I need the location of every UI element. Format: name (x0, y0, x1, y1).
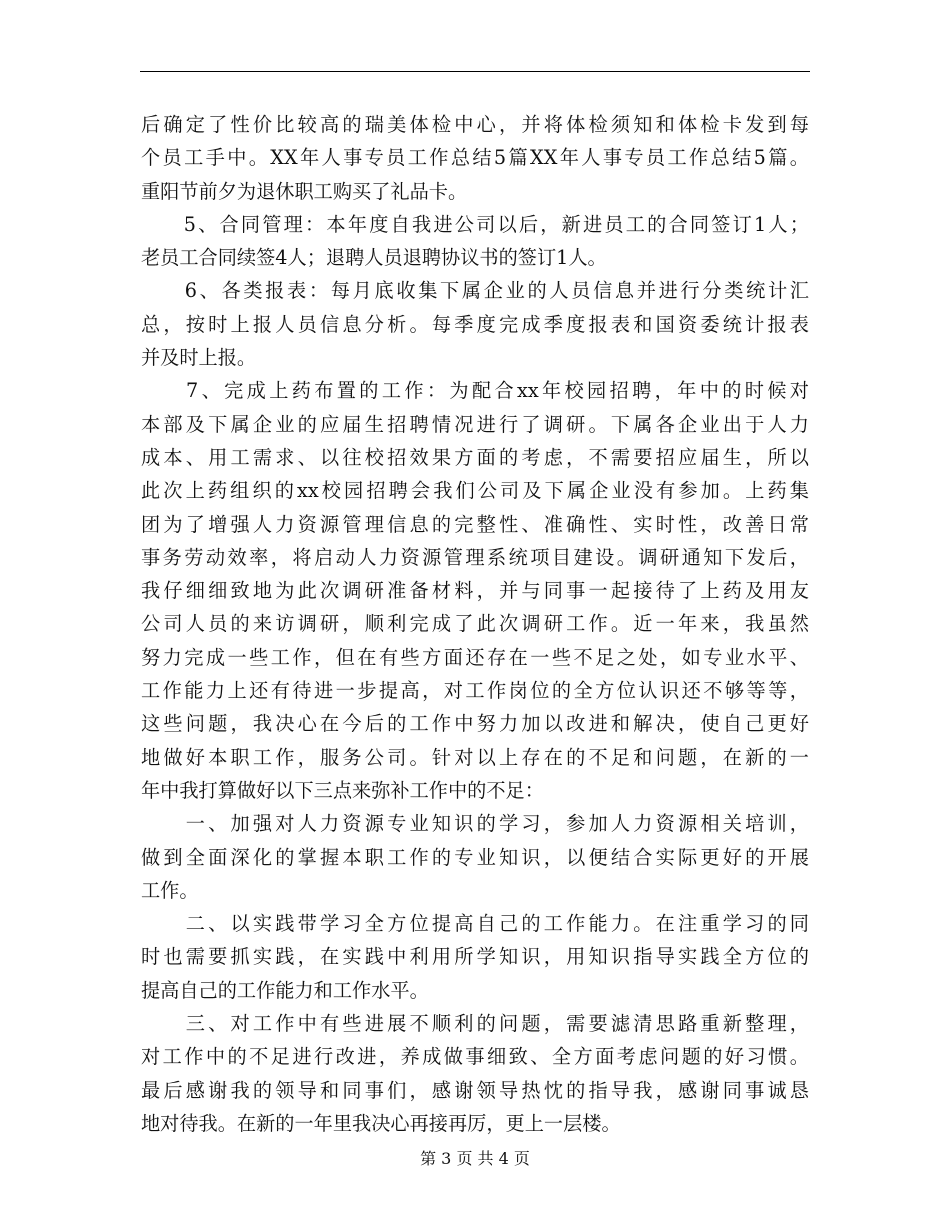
text-line: 对工作中的不足进行改进，养成做事细致、全方面考虑问题的好习惯。 (141, 1045, 809, 1069)
text-line: 工作能力上还有待进一步提高，对工作岗位的全方位认识还不够等等， (141, 679, 809, 703)
text-line: 此次上药组织的xx校园招聘会我们公司及下属企业没有参加。上药集 (141, 479, 809, 503)
text-line: 提高自己的工作能力和工作水平。 (141, 978, 429, 1002)
text-line: 地做好本职工作，服务公司。针对以上存在的不足和问题，在新的一 (141, 745, 809, 769)
text-line: 公司人员的来访调研，顺利完成了此次调研工作。近一年来，我虽然 (141, 612, 809, 636)
text-line: 这些问题，我决心在今后的工作中努力加以改进和解决，使自己更好 (141, 712, 809, 736)
text-line: 老员工合同续签4人；退聘人员退聘协议书的签订1人。 (141, 246, 607, 270)
text-line: 工作。 (141, 878, 199, 902)
text-line: 个员工手中。XX年人事专员工作总结5篇XX年人事专员工作总结5篇。 (141, 146, 809, 170)
text-line: 最后感谢我的领导和同事们，感谢领导热忱的指导我，感谢同事诚恳 (141, 1078, 809, 1102)
text-line: 总，按时上报人员信息分析。每季度完成季度报表和国资委统计报表 (141, 312, 809, 336)
header-rule (140, 71, 810, 72)
text-line: 时也需要抓实践，在实践中利用所学知识，用知识指导实践全方位的 (141, 945, 809, 969)
text-line: 并及时上报。 (141, 346, 257, 370)
text-line: 我仔细细致地为此次调研准备材料，并与同事一起接待了上药及用友 (141, 579, 809, 603)
text-line: 7、完成上药布置的工作：为配合xx年校园招聘，年中的时候对 (141, 379, 809, 403)
text-line: 地对待我。在新的一年里我决心再接再厉，更上一层楼。 (141, 1111, 621, 1135)
text-line: 5、合同管理：本年度自我进公司以后，新进员工的合同签订1人； (141, 212, 809, 236)
text-line: 重阳节前夕为退休职工购买了礼品卡。 (141, 179, 468, 203)
text-line: 6、各类报表：每月底收集下属企业的人员信息并进行分类统计汇 (141, 279, 809, 303)
text-line: 成本、用工需求、以往校招效果方面的考虑，不需要招应届生，所以 (141, 445, 809, 469)
text-line: 努力完成一些工作，但在有些方面还存在一些不足之处，如专业水平、 (141, 645, 809, 669)
text-line: 年中我打算做好以下三点来弥补工作中的不足： (141, 778, 544, 802)
text-line: 后确定了性价比较高的瑞美体检中心，并将体检须知和体检卡发到每 (141, 113, 809, 136)
text-line: 做到全面深化的掌握本职工作的专业知识，以便结合实际更好的开展 (141, 845, 809, 869)
text-line: 团为了增强人力资源管理信息的完整性、准确性、实时性，改善日常 (141, 512, 809, 536)
text-line: 一、加强对人力资源专业知识的学习，参加人力资源相关培训， (141, 812, 809, 836)
text-line: 本部及下属企业的应届生招聘情况进行了调研。下属各企业出于人力 (141, 412, 809, 436)
text-line: 二、以实践带学习全方位提高自己的工作能力。在注重学习的同 (141, 912, 809, 936)
document-body (141, 108, 809, 1140)
text-line: 事务劳动效率，将启动人力资源管理系统项目建设。调研通知下发后， (141, 545, 809, 569)
text-line: 三、对工作中有些进展不顺利的问题，需要滤清思路重新整理， (141, 1012, 809, 1036)
page-number-footer: 第 3 页 共 4 页 (420, 1149, 530, 1168)
